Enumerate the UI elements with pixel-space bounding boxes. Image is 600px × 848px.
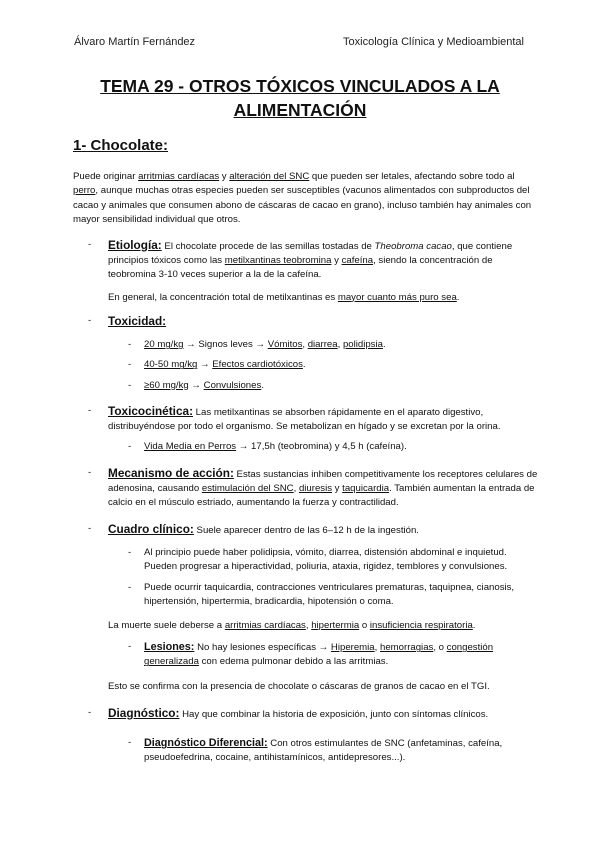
term: alteración del SNC bbox=[229, 171, 310, 182]
sub-bullet: - bbox=[128, 737, 132, 749]
etiologia-paragraph-2 bbox=[108, 291, 538, 305]
text: . También aumentan la entrada de calcio en el músculo estriado, aumentando la fuerza y contractilidad. bbox=[108, 483, 535, 509]
term: diuresis bbox=[298, 483, 333, 495]
text: , bbox=[293, 483, 299, 495]
text: y bbox=[219, 171, 230, 182]
list-item bbox=[128, 338, 538, 352]
list-item bbox=[128, 379, 538, 393]
term: cafeína bbox=[341, 255, 374, 267]
mecanismo-heading: Mecanismo de acción: bbox=[108, 466, 234, 480]
dose: 40-50 mg/kg bbox=[144, 359, 198, 371]
diagnostico-diferencial-heading: Diagnóstico Diferencial: bbox=[144, 737, 268, 750]
header-author: Álvaro Martín Fernández bbox=[74, 36, 196, 48]
text: Las metilxantinas se absorben rápidamente en el aparato digestivo, distribuyéndose por todo el organismo. Se metabolizan en hígado y se excretan por la orina. bbox=[108, 407, 501, 433]
text: , bbox=[337, 339, 343, 351]
section-heading: 1- Chocolate: bbox=[73, 137, 169, 154]
text: Hay que combinar la historia de exposición, junto con síntomas clínicos. bbox=[179, 709, 489, 720]
bullet-dash: - bbox=[88, 315, 92, 326]
text: o bbox=[359, 620, 370, 632]
text: . bbox=[472, 620, 476, 632]
text: Estas sustancias inhiben competitivamente los receptores celulares de adenosina, causando bbox=[108, 469, 538, 495]
text: . bbox=[261, 379, 264, 391]
text: y bbox=[332, 483, 343, 495]
intro-paragraph bbox=[73, 170, 533, 227]
text: , aunque muchas otras especies pueden ser susceptibles (vacunos alimentados con subproductos del cacao y animales que consumen abono de cáscaras de cacao en grano), incluso también hay animales con mayor sensibilidad individual que otros. bbox=[73, 185, 532, 225]
term: insuficiencia respiratoria bbox=[369, 620, 473, 632]
sub-bullet: - bbox=[128, 359, 132, 371]
term: diarrea bbox=[307, 339, 338, 351]
toxicocinetica-paragraph bbox=[108, 404, 538, 434]
term: hemorragias bbox=[380, 642, 434, 654]
text: , bbox=[302, 339, 308, 351]
term: Convulsiones bbox=[203, 379, 262, 391]
text: El chocolate procede de las semillas tostadas de bbox=[161, 241, 375, 252]
term: estimulación del SNC bbox=[201, 483, 294, 495]
text: → Signos leves → bbox=[183, 339, 268, 351]
term: Vida Media en Perros bbox=[144, 441, 237, 453]
text: → bbox=[188, 379, 204, 391]
species-name: Theobroma cacao bbox=[374, 241, 452, 252]
bullet-dash: - bbox=[88, 523, 92, 534]
text: , o bbox=[433, 642, 447, 654]
text: . bbox=[456, 291, 460, 303]
diagnostico-heading: Diagnóstico: bbox=[108, 706, 180, 720]
toxicidad-heading: Toxicidad: bbox=[108, 314, 167, 328]
term: Vómitos bbox=[267, 339, 303, 351]
sub-bullet: - bbox=[128, 547, 132, 559]
text: → bbox=[197, 359, 213, 371]
bullet-dash: - bbox=[88, 707, 92, 718]
confirma-paragraph: Esto se confirma con la presencia de chocolate o cáscaras de granos de cacao en el TGI. bbox=[108, 680, 490, 692]
cuadro-block bbox=[88, 522, 538, 694]
text: , bbox=[374, 642, 380, 654]
text: La muerte suele deberse a bbox=[108, 620, 225, 632]
mecanismo-paragraph bbox=[108, 466, 538, 511]
term: Hiperemia bbox=[330, 642, 375, 654]
lesiones-item bbox=[128, 640, 538, 669]
text: que pueden ser letales, afectando sobre todo al bbox=[309, 171, 515, 182]
term: perro bbox=[73, 185, 96, 197]
term: Efectos cardiotóxicos bbox=[212, 359, 303, 371]
toxicidad-block bbox=[88, 314, 538, 393]
list-item bbox=[128, 546, 538, 574]
toxicocinetica-heading: Toxicocinética: bbox=[108, 404, 194, 418]
text: → 17,5h (teobromina) y 4,5 h (cafeína). bbox=[236, 441, 407, 453]
mecanismo-block bbox=[88, 466, 538, 511]
text: y bbox=[331, 255, 342, 267]
term: taquicardia bbox=[342, 483, 390, 495]
dose: 20 mg/kg bbox=[144, 339, 184, 351]
term: arritmias cardíacas bbox=[138, 171, 220, 182]
sub-bullet: - bbox=[128, 339, 132, 351]
toxicocinetica-block bbox=[88, 404, 538, 455]
term: congestión generalizada bbox=[144, 642, 494, 668]
cuadro-heading: Cuadro clínico: bbox=[108, 522, 194, 536]
page-title bbox=[60, 74, 540, 122]
text: , que contiene principios tóxicos como las bbox=[108, 241, 513, 267]
dose: ≥60 mg/kg bbox=[144, 379, 189, 391]
diagnostico-diferencial-item bbox=[128, 736, 538, 765]
bullet-dash: - bbox=[88, 405, 92, 416]
list-item bbox=[128, 358, 538, 372]
etiologia-heading: Etiología: bbox=[108, 238, 162, 252]
text: , siendo la concentración de teobromina 3-10 veces superior a la de la cafeína. bbox=[108, 255, 493, 281]
muerte-paragraph bbox=[108, 619, 538, 633]
text: con edema pulmonar debido a las arritmias. bbox=[198, 656, 389, 668]
text: En general, la concentración total de metilxantinas es bbox=[108, 291, 338, 303]
bullet-dash: - bbox=[88, 467, 92, 478]
sub-bullet: - bbox=[128, 581, 132, 593]
term: polidipsia bbox=[342, 339, 383, 351]
term: arritmias cardíacas bbox=[224, 620, 306, 632]
text: . bbox=[382, 339, 386, 351]
lesiones-heading: Lesiones: bbox=[144, 641, 195, 654]
etiologia-block bbox=[88, 238, 538, 305]
etiologia-paragraph bbox=[108, 238, 538, 283]
diagnostico-paragraph bbox=[108, 706, 538, 722]
text: . bbox=[302, 359, 306, 371]
text: Puede ocurrir taquicardia, contracciones ventriculares prematuras, taquipnea, cianosis, hipertensión, hipertermia, bradicardia, hipotensión o coma. bbox=[144, 581, 515, 607]
text: Con otros estimulantes de SNC (anfetaminas, cafeína, pseudoefedrina, cocaine, antihistamínicos, antidepresores...). bbox=[144, 738, 503, 764]
sub-bullet: - bbox=[128, 379, 132, 391]
text: Suele aparecer dentro de las 6–12 h de la ingestión. bbox=[193, 525, 419, 536]
text: Puede originar bbox=[73, 171, 139, 182]
bullet-dash: - bbox=[88, 239, 92, 250]
diagnostico-block bbox=[88, 706, 538, 766]
list-item bbox=[128, 581, 538, 609]
term: hipertermia bbox=[311, 620, 360, 632]
cuadro-paragraph bbox=[108, 522, 538, 538]
title-line-1: TEMA 29 - OTROS TÓXICOS VINCULADOS A LA bbox=[100, 76, 500, 96]
list-item bbox=[128, 440, 538, 454]
text: Al principio puede haber polidipsia, vómito, diarrea, distensión abdominal e inquietud. Pueden progresar a hiperactividad, poliuria, ataxia, rigidez, temblores y convulsiones. bbox=[144, 547, 508, 573]
text: , bbox=[305, 620, 312, 632]
term: mayor cuanto más puro sea bbox=[337, 291, 457, 303]
title-line-2: ALIMENTACIÓN bbox=[233, 100, 367, 120]
text: No hay lesiones específicas → bbox=[194, 642, 331, 654]
sub-bullet: - bbox=[128, 441, 132, 453]
header-course: Toxicología Clínica y Medioambiental bbox=[343, 36, 524, 48]
term: metilxantinas teobromina bbox=[224, 255, 332, 267]
sub-bullet: - bbox=[128, 641, 132, 653]
